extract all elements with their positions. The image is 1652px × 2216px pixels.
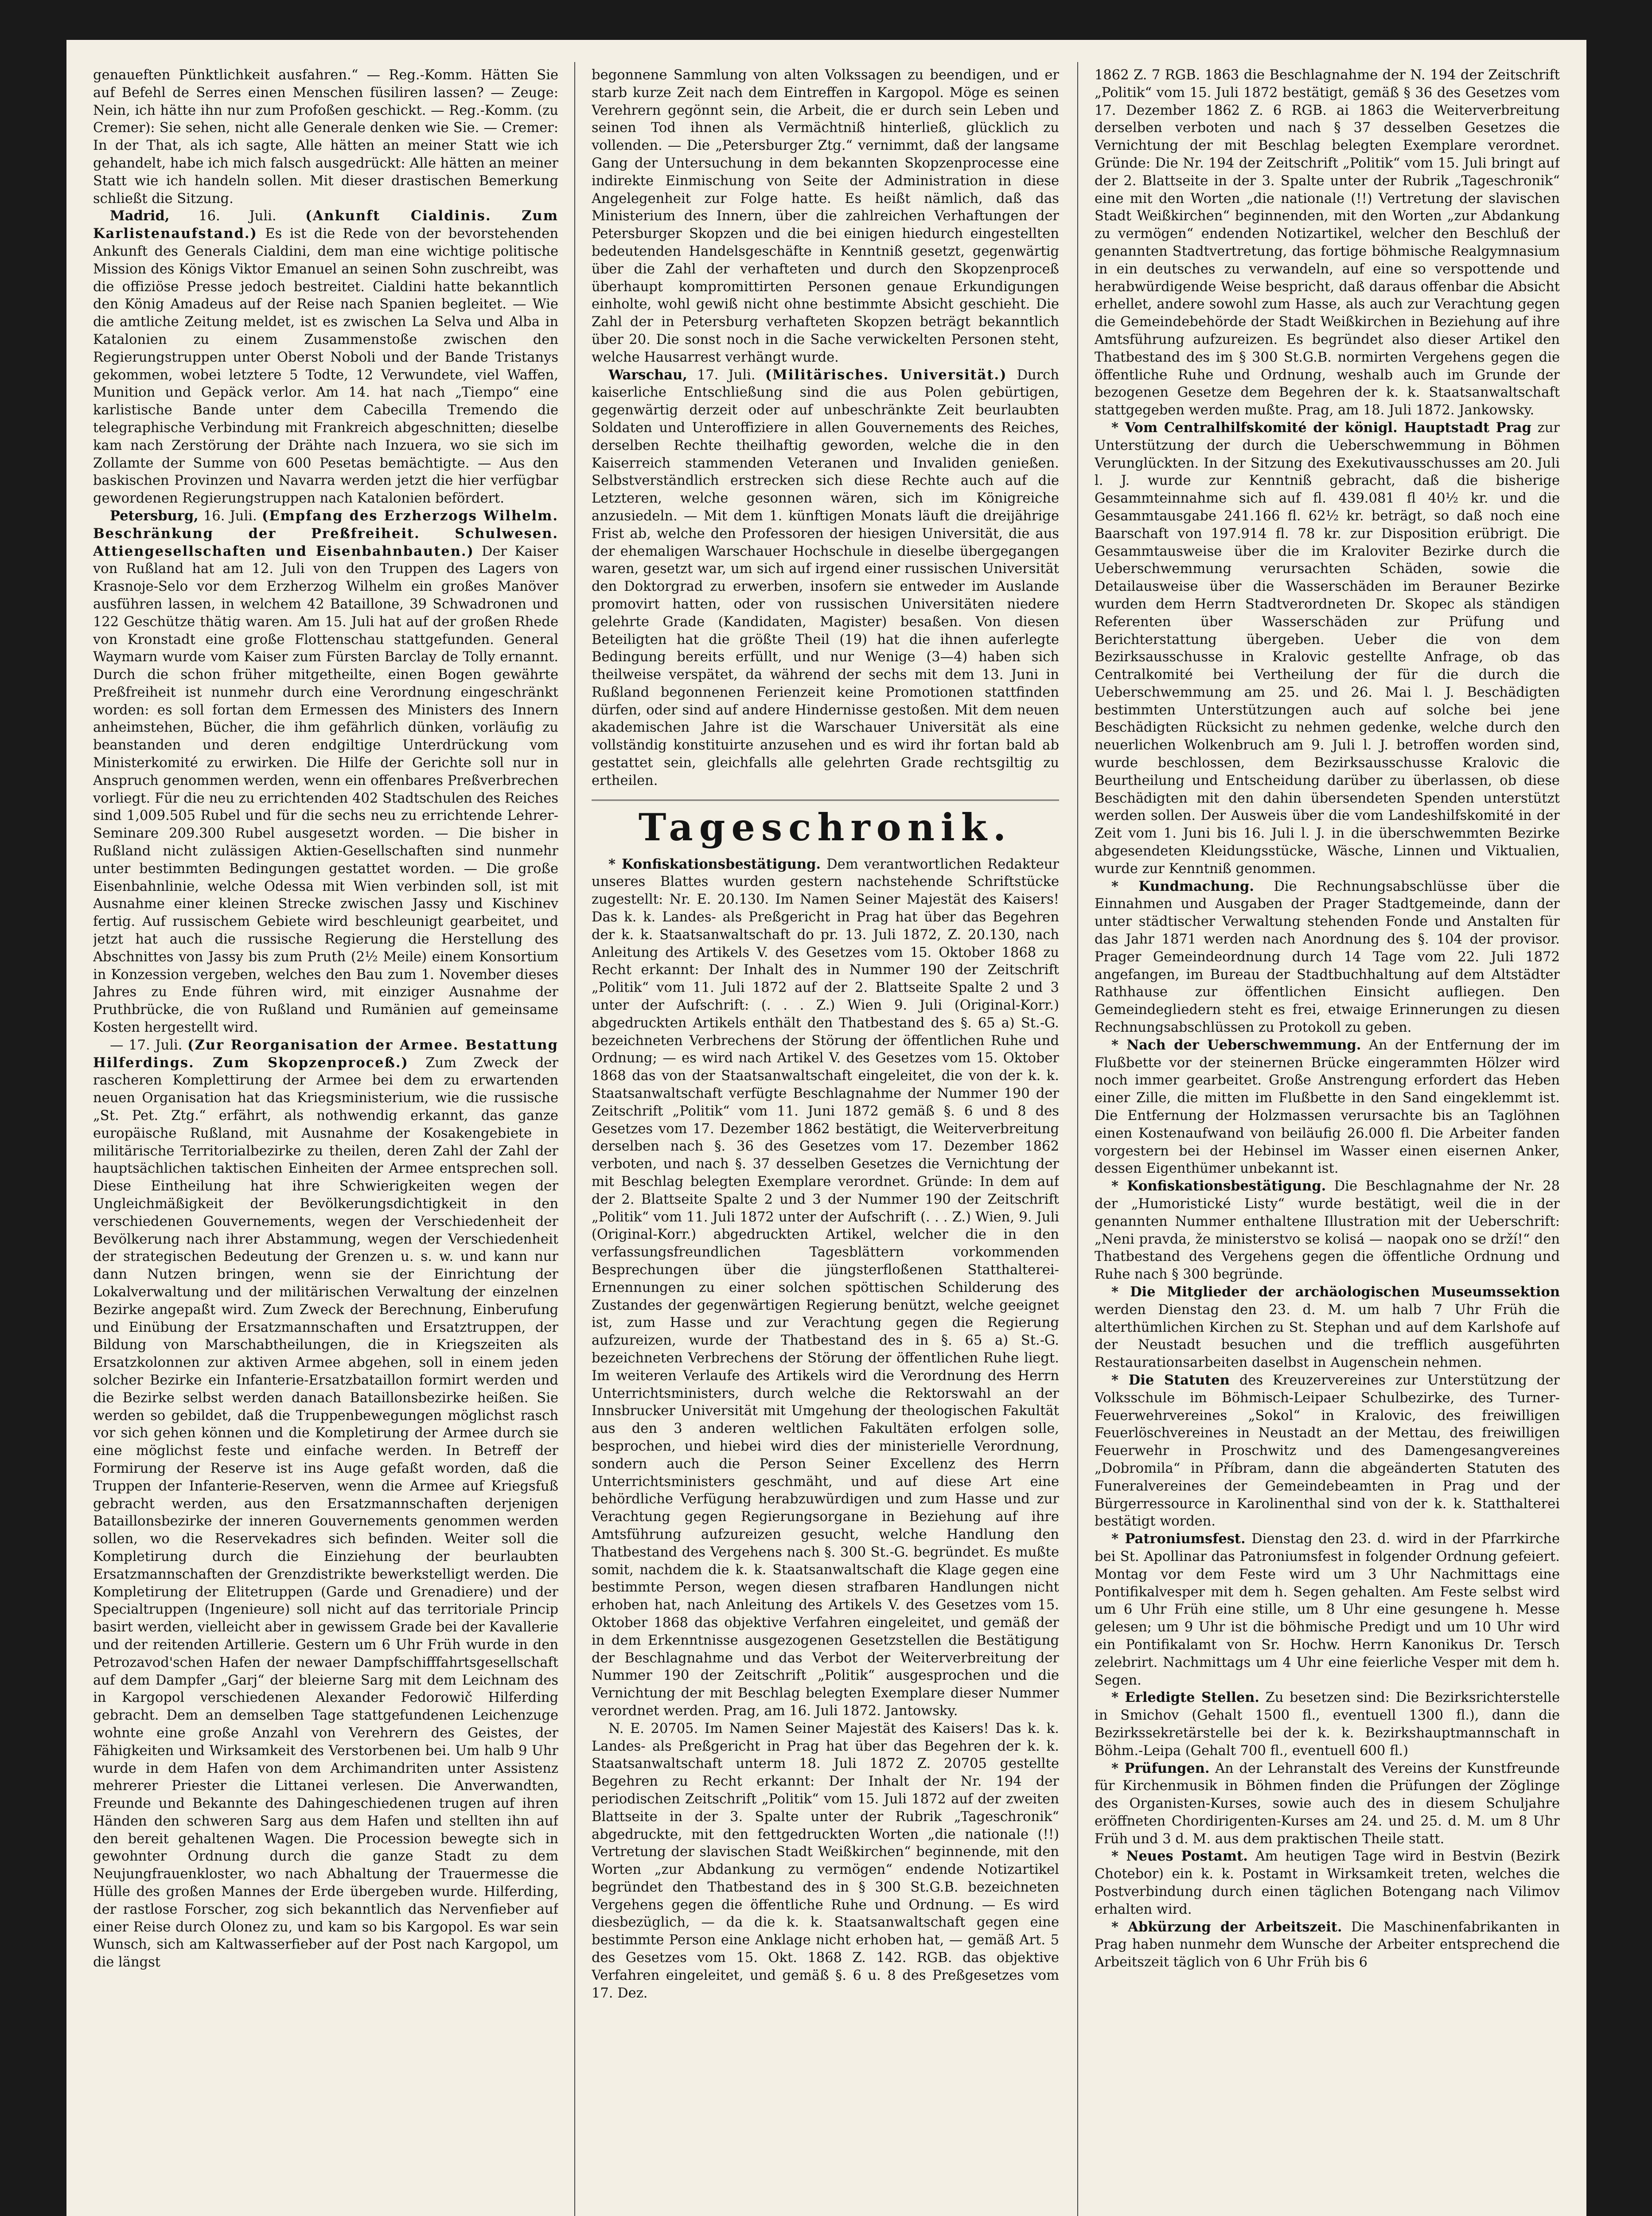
notice-postamt <box>1095 1848 1560 1918</box>
notice-pruefungen <box>1095 1760 1560 1848</box>
notice-konfiskation-3 <box>1095 1178 1560 1284</box>
notice-body: zur Unterstützung der durch die Ueberschwemmung in Böhmen Verunglückten. In der Sitzung des Exekutivausschusses am 20. Juli l. J. wurde zur Kenntniß gebracht, daß die bisherige Gesammteinnahme sich auf fl. 439.081 fl 40½ kr. und die Gesammtausgabe 241.166 fl. 62½ kr. beträgt, so daß noch eine Baarschaft von 197.914 fl. 78 kr. zur Disposition erübrigt. Die Gesammtausweise über die im Kraloviter Bezirke durch die Ueberschwemmung verursachten Schäden, sowie die Detailausweise über die Wasserschäden im Berauner Bezirke wurden dem Herrn Stadtverordneten Dr. Skopec als ständigen Referenten über Wasserschäden zur Prüfung und Berichterstattung übergeben. Ueber die von dem Bezirksausschusse in Kralovic gestellte Anfrage, ob das Centralkomité bei Vertheilung der für die durch die Ueberschwemmung am 25. und 26. Mai l. J. Beschädigten bestimmten Unterstützungen auch auf solche bei jene Beschädigten Rücksicht zu nehmen gedenke, welche durch den neuerlichen Wolkenbruch am 9. Juli l. J. betroffen worden sind, wurde beschlossen, dem Bezirksausschusse Kralovic die Beurtheilung und Entscheidung darüber zu überlassen, ob diese Beschädigten mit den dahin übersendeten Spenden unterstützt werden sollen. Der Ausweis über die vom Landeshilfskomité in der Zeit vom 1. Juni bis 16. Juli l. J. in die überschwemmten Bezirke abgesendeten Kleidungsstücke, Wäsche, Linnen und Viktualien, wurde zur Kenntniß genommen. <box>1095 420 1560 877</box>
notice-heading: * Neues Postamt. <box>1111 1848 1248 1865</box>
column-1 <box>93 66 558 2216</box>
dateline-place: Petersburg, <box>110 507 199 524</box>
article-body: Der Kaiser von Rußland hat am 12. Juli von den Truppen des Lagers von Krasnoje-Selo vor dem Erzherzog Wilhelm ein großes Manöver ausführen lassen, in welchem 42 Bataillone, 39 Schwadronen und 122 Geschütze thätig waren. Am 15. Juli hat auf der großen Rhede von Kronstadt eine große Flottenschau stattgefunden. General Waymarn wurde vom Kaiser zum Fürsten Barclay de Tolly ernannt. Durch die schon früher mitgetheilte, einen Bogen gewährte Preßfreiheit ist nunmehr durch eine Verordnung eingeschränkt worden: es soll fortan dem Ermessen des Ministers des Innern anheimstehen, Bücher, die ihm gefährlich dünken, vorläufig zu beanstanden und deren endgiltige Unterdrückung vom Ministerkomité zu erwirken. Die Hilfe der Gerichte soll nur in Anspruch genommen werden, wenn ein offenbares Preßverbrechen vorliegt. Für die neu zu errichtenden 402 Stadtschulen des Reiches sind 1,009.505 Rubel und für die sechs neu zu errichtende Lehrer-Seminare 209.300 Rubel ausgesetzt worden. — Die bisher in Rußland nicht zulässigen Aktien-Gesellschaften sind nunmehr unter bestimmten Bedingungen gestattet worden. — Die große Eisenbahnlinie, welche Odessa mit Wien verbinden soll, ist mit Ausnahme einer kleinen Strecke zwischen Jassy und Kischinev fertig. Auf russischem Gebiete wird beschleunigt gearbeitet, und jetzt hat auch die russische Regierung die Herstellung des Abschnittes von Jassy bis zum Pruth (2½ Meile) einem Konsortium in Konzession vergeben, welches den Bau zum 1. November dieses Jahres zu Ende führen wird, mit einziger Ausnahme der Pruthbrücke, die von Rußland und Rumänien auf gemeinsame Kosten hergestellt wird. <box>93 543 558 1036</box>
dateline-date: — 17. Juli. <box>110 1037 183 1053</box>
notice-arbeitszeit <box>1095 1919 1560 1971</box>
notice-heading: * Patroniumsfest. <box>1111 1531 1246 1547</box>
notice-body: An der Entfernung der im Flußbette vor der steinernen Brücke eingerammten Hölzer wird noch immer gearbeitet. Große Anstrengung erfordert das Heben einer Zille, die mitten im Flußbette in den Sand eingeklemmt ist. Die Entfernung der Holzmassen verursachte bis an Taglöhnen einen Kostenaufwand von beiläufig 26.000 fl. Die Arbeiter fanden vorgestern bei der Hebinsel im Wasser einen eisernen Anker, dessen Eigenthümer unbekannt ist. <box>1095 1037 1560 1177</box>
notice-heading: * Nach der Ueberschwemmung. <box>1111 1037 1361 1053</box>
notice-heading: * Kundmachung. <box>1111 878 1254 894</box>
column-rule <box>1077 62 1078 2216</box>
article-petersburg-17 <box>93 1037 558 1971</box>
column-3 <box>1095 66 1560 2216</box>
notice-body: Die Beschlagnahme der Nr. 28 der „Humoristické Listy“ wurde bestätigt, weil die in der genannten Nummer enthaltene Illustration mit der Ueberschrift: „Neni pravda, že ministerstvo se kolisá — naopak ono se drží!“ den Thatbestand des Vergehens gegen die öffentliche Ordnung und Ruhe nach § 300 begründe. <box>1095 1178 1560 1283</box>
notice-centralhilfskomite <box>1095 419 1560 878</box>
dateline-place: Warschau, <box>608 367 687 383</box>
notice-patroniumsfest <box>1095 1530 1560 1689</box>
notice-statuten <box>1095 1372 1560 1530</box>
dateline-date: 16. Juli. <box>203 508 257 524</box>
column-2 <box>592 66 1059 2216</box>
notice-body: Zu besetzen sind: Die Bezirksrichterstelle in Smichov (Gehalt 1500 fl., eventuell 1300 fl.), dann die Bezirkssekretärstelle bei der k. k. Bezirkshauptmannschaft in Böhm.-Leipa (Gehalt 700 fl., eventuell 600 fl.) <box>1095 1690 1560 1759</box>
article-warschau <box>592 367 1059 790</box>
article-continuation: begonnene Sammlung von alten Volkssagen zu beendigen, und er starb kurze Zeit nach dem Eintreffen in Kargopol. Möge es seinen Verehrern gegönnt sein, die Arbeit, die er durch sein Leben und seinen Tod ihnen als Vermächtniß hinterließ, glücklich zu vollenden. — Die „Petersburger Ztg.“ vernimmt, daß der langsame Gang der Untersuchung in dem bekannten Skopzenprocesse eine indirekte Einmischung von Seite der Administration in diese Angelegenheit zur Folge hatte. Es heißt nämlich, daß das Ministerium des Innern, über die zahlreichen Verhaftungen der Petersburger Skopzen und die bei einigen hiedurch eingestellten bedeutenden Handelsgeschäfte in Kenntniß gesetzt, gegenwärtig über die Zahl der verhafteten und durch den Skopzenproceß überhaupt kompromittirten Personen genaue Erkundigungen einholte, wohl gewiß nicht ohne bestimmte Absicht geschieht. Die Zahl der in Petersburg verhafteten Skopzen beträgt bekanntlich über 20. Die sonst noch in die Sache verwickelten Personen steht, welche Hausarrest verhängt wurde. <box>592 67 1059 365</box>
notice-konfiskation-1 <box>592 856 1059 1720</box>
notice-ueberschwemmung <box>1095 1037 1560 1178</box>
article-topic: (Militärisches. Universität.) <box>765 367 1007 383</box>
notice-erledigte-stellen <box>1095 1689 1560 1760</box>
column-rule <box>574 62 575 2216</box>
notice-body: An der Lehranstalt des Vereins der Kunstfreunde für Kirchenmusik in Böhmen finden die Prüfungen der Zöglinge des Organisten-Kurses, sowie auch des in diesem Schuljahre eröffneten Chordirigenten-Kurses am 24. und 25. d. M. um 8 Uhr Früh und 3 d. M. aus dem praktischen Theile statt. <box>1095 1760 1560 1847</box>
notice-body: Am heutigen Tage wird in Bestvin (Bezirk Chotebor) ein k. k. Postamt in Wirksamkeit treten, welches die Postverbindung durch einen täglichen Botengang nach Vilimov erhalten wird. <box>1095 1849 1560 1917</box>
notice-heading: * Prüfungen. <box>1111 1760 1210 1776</box>
article-body: Durch kaiserliche Entschließung sind die aus Polen gebürtigen, gegenwärtig derzeit oder auf unbeschränkte Zeit beurlaubten Soldaten und Unteroffiziere in allen Gouvernements des Reiches, derselben Rechte theilhaftig geworden, welche die in den Kaiserreich stammenden Veteranen und Invaliden genießen. Selbstverständlich erstrecken sich diese Rechte auch auf die Letzteren, welche gesonnen wären, sich im Königreiche anzusiedeln. — Mit dem 1. künftigen Monats läuft die dreijährige Frist ab, welche den Professoren der hiesigen Universität, die aus der ehemaligen Warschauer Hochschule in dieselbe übergegangen waren, gesetzt war, um sich auf irgend einer russischen Universität den Doktorgrad zu erwerben, insofern sie entweder im Auslande promovirt hatten, oder von russischen Universitäten niedere gelehrte Grade (Kandidaten, Magister) besaßen. Von diesen Beteiligten hat die größte Theil (19) hat die ihnen auferlegte Bedingung bereits erfüllt, und nur Wenige (3—4) haben sich theilweise verspätet, da während der sechs mit dem 13. Juni in Rußland begonnenen Ferienzeit keine Promotionen stattfinden dürfen, oder sind auf andere Hindernisse gestoßen. Mit dem neuen akademischen Jahre ist die Warschauer Universität als eine vollständig konstituirte anzusehen und es wird ihr fortan bald ab gestattet sein, gleichfalls alle gelehrten Grade rechtsgiltig zu ertheilen. <box>592 367 1059 788</box>
notice-body: Die Rechnungsabschlüsse über die Einnahmen und Ausgaben der Prager Stadtgemeinde, dann der unter städtischer Verwaltung stehenden Fonde und Anstalten für das Jahr 1871 werden nach Anordnung des §. 104 der provisor. Prager Gemeindeordnung durch 14 Tage vom 22. Juli 1872 angefangen, im Bureau der Stadtbuchhaltung auf dem Altstädter Rathhause zur öffentlichen Einsicht aufliegen. Den Gemeindegliedern steht es frei, etwaige Erinnerungen zu diesen Rechnungsabschlüssen zu Protokoll zu geben. <box>1095 878 1560 1036</box>
section-title: Tageschronik. <box>638 805 1013 849</box>
notice-body: Die Maschinenfabrikanten in Prag haben nunmehr dem Wunsche der Arbeiter entsprechend die Arbeitszeit täglich von 6 Uhr Früh bis 6 <box>1095 1919 1560 1970</box>
notice-body: werden Dienstag den 23. d. M. um halb 7 Uhr Früh die alterthümlichen Kirchen zu St. Stephan und auf dem Karlshofe auf der Neustadt besuchen und die trefflich ausgeführten Restaurationsarbeiten daselbst in Augenschein nehmen. <box>1095 1302 1560 1371</box>
article-madrid <box>93 207 558 507</box>
section-divider <box>592 800 1059 801</box>
article-topic: (Ankunft Cialdinis. Zum Karlistenaufstand.) <box>93 208 558 242</box>
dateline-date: 16. Juli. <box>199 208 277 224</box>
notice-heading: * Konfiskationsbestätigung. <box>1111 1178 1326 1194</box>
article-topic: (Zur Reorganisation der Armee. Bestattung Hilferdings. Zum Skopzenproceß.) <box>93 1037 558 1071</box>
article-body: Zum Zweck der rascheren Komplettirung der Armee bei dem zu erwartenden neuen Organisation hat das Kriegsministerium, wie die russische „St. Pet. Ztg.“ erfährt, als nothwendig erkannt, das ganze europäische Rußland, mit Ausnahme der Kosakengebiete in militärische Territorialbezirke zu theilen, deren Zahl der Zahl der hauptsächlichen taktischen Einheiten der Armee entsprechen soll. Diese Eintheilung hat ihre Schwierigkeiten wegen der Ungleichmäßigkeit der Bevölkerungsdichtigkeit in den verschiedenen Gouvernements, wegen der Verschiedenheit der Bevölkerung nach ihrer Abstammung, wegen der Verschiedenheit der strategischen Bedeutung der Grenzen u. s. w. und kann nur dann Nutzen bringen, wenn sie der Einrichtung der Lokalverwaltung und der militärischen Verwaltung der einzelnen Bezirke angepaßt wird. Zum Zweck der Berechnung, Einberufung und Einübung der Ersatzmannschaften und Ersatztruppen, der Bildung von Marschabtheilungen, die in Kriegszeiten als Ersatzkolonnen zur aktiven Armee abgehen, soll in einem jeden solcher Bezirke ein Infanterie-Ersatzbataillon formirt werden und die Bezirke selbst werden danach Bataillonsbezirke heißen. Sie werden so gebildet, daß die Truppenbewegungen möglichst rasch vor sich gehen können und die Kompletirung der Armee durch sie eine möglichst feste und einfache werden. In Betreff der Formirung der Reserve ist ins Auge gefaßt worden, daß die Truppen der Infanterie-Reserven, wenn die Armee auf Kriegsfuß gebracht werden, aus den Ersatzmannschaften derjenigen Bataillonsbezirke der inneren Gouvernements genommen werden sollen, wo die Reservekadres sich befinden. Weiter soll die Kompletirung durch die Einziehung der beurlaubten Ersatzmannschaften der Grenzdistrikte bewerkstelligt werden. Die Kompletirung der Elitetruppen (Garde und Grenadiere) und der Specialtruppen (Ingenieure) soll nicht auf das territoriale Princip basirt werden, vielleicht aber in gewissem Grade bei der Kavallerie und der reitenden Artillerie. Gestern um 6 Uhr Früh wurde in den Petrozavod'schen Hafen der newaer Dampfschifffahrtsgesellschaft auf dem Dampfer „Garj“ der bleierne Sarg mit dem Leichnam des in Kargopol verschiedenen Alexander Fedorowič Hilferding gebracht. Dem an demselben Tage stattgefundenen Leichenzuge wohnte eine große Anzahl von Verehrern des Geistes, der Fähigkeiten und Wirksamkeit des Verstorbenen bei. Um halb 9 Uhr wurde in dem Hafen von dem Archimandriten unter Assistenz mehrerer Priester die Littanei verlesen. Die Anverwandten, Freunde und Bekannte des Dahingeschiedenen trugen auf ihren Händen den schweren Sarg aus dem Hafen und stellten ihn auf den bereit gehaltenen Wagen. Die Procession bewegte sich in gewohnter Ordnung durch die ganze Stadt zu dem Neujungfrauenkloster, wo nach Abhaltung der Trauermesse die Hülle des großen Mannes der Erde übergeben wurde. Hilferding, der rastlose Forscher, zog sich bekanntlich das Nervenfieber auf einer Reise durch Olonez zu, und kam so bis Kargopol. Es war sein Wunsch, sich am Kaltwasserfieber auf der Post nach Kargopol, um die längst <box>93 1055 558 1970</box>
article-continuation: genaueften Pünktlichkeit ausfahren.“ — Reg.-Komm. Hätten Sie auf Befehl de Serres einen Menschen füsiliren lassen? — Zeuge: Nein, ich hätte ihn nur zum Profoßen geschickt. — Reg.-Komm. (zu Cremer): Sie sehen, nicht alle Generale denken wie Sie. — Cremer: In der That, als ich sagte, Alle hätten an meiner Statt wie ich gehandelt, habe ich mich falsch ausgedrückt: Alle hätten an meiner Statt wie ich handeln sollen. Mit dieser drastischen Bemerkung schließt die Sitzung. <box>93 67 558 207</box>
notice-heading: * Die Mitglieder der archäologischen Museumssektion <box>1111 1284 1560 1300</box>
article-continuation: 1862 Z. 7 RGB. 1863 die Beschlagnahme der N. 194 der Zeitschrift „Politik“ vom 15. Juli 1872 bestätigt, gemäß § 36 des Gesetzes vom 17. Dezember 1862 Z. 6 RGB. ai 1863 die Weiterverbreitung derselben verboten und nach § 37 desselben Gesetzes die Vernichtung der mit Beschlag belegten Exemplare verordnet. Gründe: Die Nr. 194 der Zeitschrift „Politik“ vom 15. Juli bringt auf der 2. Blattseite in der 3. Spalte unter der Rubrik „Tageschronik“ eine mit den Worten „die nationale (!!) Vertretung der slavischen Stadt Weißkirchen“ beginnenden, mit den Worten „zur Abdankung zu vermögen“ endenden Notizartikel, welcher den Beschluß der genannten Stadtvertretung, das fortige böhmische Realgymnasium in ein deutsches zu verwandeln, auf eine so verspottende und herabwürdigende Weise bespricht, daß daraus offenbar die Absicht erhellet, andere sowohl zum Hasse, als auch zur Verachtung gegen die Gemeindebehörde der Stadt Weißkirchen in Beziehung auf ihre Amtsführung aufzureizen. Es begründet also dieser Artikel den Thatbestand des im § 300 St.G.B. normirten Vergehens gegen die öffentliche Ruhe und Ordnung, weshalb auch im Grunde der bezogenen Gesetze dem Begehren der k. k. Staatsanwaltschaft stattgegeben werden mußte. Prag, am 18. Juli 1872. Jankowsky. <box>1095 67 1560 418</box>
dateline-place: Madrid, <box>110 208 170 224</box>
notice-museumssektion <box>1095 1284 1560 1372</box>
notice-konfiskation-2: N. E. 20705. Im Namen Seiner Majestät des Kaisers! Das k. k. Landes- als Preßgericht in Prag hat über das Begehren der k. k. Staatsanwaltschaft unterm 18. Juli 1872 Z. 20705 gestellte Begehren zu Recht erkannt: Der Inhalt der Nr. 194 der periodischen Zeitschrift „Politik“ vom 15. Juli 1872 auf der zweiten Blattseite in der 3. Spalte unter der Rubrik „Tageschronik“ abgedruckte, mit den fettgedruckten Worten „die nationale (!!) Vertretung der slavischen Stadt Weißkirchen“ beginnende, mit den Worten „zur Abdankung zu vermögen“ endende Notizartikel begründet den Thatbestand des in § 300 St.G.B. bezeichneten Vergehens gegen die öffentliche Ruhe und Ordnung. — Es wird diesbezüglich, — da die k. k. Staatsanwaltschaft gegen eine bestimmte Person eine Anklage nicht erhoben hat, — gemäß Art. 5 des Gesetzes vom 15. Okt. 1868 Z. 142. RGB. das objektive Verfahren eingeleitet, und gemäß §. 6 u. 8 des Preßgesetzes vom 17. Dez. <box>592 1721 1059 2001</box>
article-topic: (Empfang des Erzherzogs Wilhelm. Beschränkung der Preßfreiheit. Schulwesen. Attiengesellschaften und Eisenbahnbauten.) <box>93 507 558 559</box>
notice-kundmachung <box>1095 878 1560 1037</box>
notice-heading: * Vom Centralhilfskomité der königl. Hauptstadt Prag <box>1111 419 1531 436</box>
article-body: Es ist die Rede von der bevorstehenden Ankunft des Generals Cialdini, dem man eine wichtige politische Mission des Königs Viktor Emanuel an seinen Sohn zuschreibt, was die offiziöse Presse jedoch bestreitet. Cialdini hatte bekanntlich den König Amadeus auf der Reise nach Spanien begleitet. — Wie die amtliche Zeitung meldet, ist es zwischen La Selva und Alba in Katalonien zu einem Zusammenstoße zwischen den Regierungstruppen unter Oberst Noboli und der Bande Tristanys gekommen, wobei letztere 5 Todte, 12 Verwundete, viel Waffen, Munition und Gepäck verlor. Am 14. hat nach „Tiempo“ eine karlistische Bande unter dem Cabecilla Tremendo die telegraphische Verbindung mit Frankreich abgeschnitten; dieselbe kam nach Zerstörung der Drähte nach Inzuera, wo sie sich im Zollamte der Summe von 600 Pesetas bemächtigte. — Aus den baskischen Provinzen und Navarra werden jetzt die hier verfügbar gewordenen Regierungstruppen nach Katalonien befördert. <box>93 226 558 507</box>
notice-body: des Kreuzervereines zur Unterstützung der Volksschule im Böhmisch-Leipaer Schulbezirke, des Turner-Feuerwehrvereines „Sokol“ in Kralovic, des freiwilligen Feuerlöschvereines in Neustadt an der Mettau, des freiwilligen Feuerwehr in Proschwitz und des Damengesangvereines „Dobromila“ in Příbram, dann die abgeänderten Statuten des Funeralvereines der Gemeindebeamten in Prag und der Bürgerressource in Karolinenthal sind von der k. k. Statthalterei bestätigt worden. <box>1095 1372 1560 1529</box>
newspaper-page <box>66 40 1586 2216</box>
notice-heading: * Konfiskationsbestätigung. <box>608 856 821 872</box>
notice-heading: * Erledigte Stellen. <box>1111 1689 1260 1706</box>
notice-heading: * Die Statuten <box>1111 1372 1230 1388</box>
notice-body: Dem verantwortlichen Redakteur unseres Blattes wurden gestern nachstehende Schriftstücke zugestellt: Nr. E. 20.130. Im Namen Seiner Majestät des Kaisers! Das k. k. Landes- als Preßgericht in Prag hat über das Begehren der k. k. Staatsanwaltschaft do pr. 13. Juli 1872, Z. 20.130, nach Anleitung des Artikels V. des Gesetzes vom 15. Oktober 1868 zu Recht erkannt: Der Inhalt des in Nummer 190 der Zeitschrift „Politik“ vom 11. Juli 1872 auf der 2. Blattseite Spalte 2 und 3 unter der Aufschrift: (. . . Z.) Wien 9. Juli (Original-Korr.) abgedruckten Artikels enthält den Thatbestand des §. 65 a) St.-G. bezeichneten Verbrechens der Störung der öffentlichen Ruhe und Ordnung; — es wird nach Artikel V. des Gesetzes vom 15. Oktober 1868 das von der Staatsanwaltschaft eingeleitet, die von der k. k. Staatsanwaltschaft verfügte Beschlagnahme der Nummer 190 der Zeitschrift „Politik“ vom 11. Juni 1872 gemäß §. 6 und 8 des Gesetzes vom 17. Dezember 1862 bestätigt, die Weiterverbreitung derselben nach §. 36 des Gesetzes vom 17. Dezember 1862 verboten, und nach §. 37 desselben Gesetzes die Vernichtung der mit Beschlag belegten Exemplare verordnet. Gründe: In dem auf der 2. Blattseite Spalte 2 und 3 der Nummer 190 der Zeitschrift „Politik“ vom 11. Juli 1872 unter der Aufschrift (. . . Z.) Wien, 9. Juli (Original-Korr.) abgedruckten Artikel, welcher die in den verfassungsfreundlichen Tagesblättern vorkommenden Besprechungen über die jüngsterfloßenen Statthalterei-Ernennungen zu einer solchen spöttischen Schilderung des Zustandes der gegenwärtigen Regierung benützt, welche geeignet ist, zum Hasse und zur Verachtung gegen die Regierung aufzureizen, wurde der Thatbestand des in §. 65 a) St.-G. bezeichneten Verbrechens der Störung der öffentlichen Ruhe liegt. Im weiteren Verlaufe des Artikels wird die Verordnung des Herrn Unterrichtsministers, durch welche die Rektorswahl an der Innsbrucker Universität mit Umgehung der theologischen Fakultät aus den 3 anderen weltlichen Fakultäten erfolgen solle, besprochen, und hiebei wird dies der ministerielle Verordnung, sondern auch die Person Seiner Excellenz des Herrn Unterrichtsministers geschmäht, und auf diese Art eine behördliche Verfügung herabzuwürdigen und zum Hasse und zur Verachtung gegen Regierungsorgane in Beziehung auf ihre Amtsführung aufzureizen gesucht, welche Handlung den Thatbestand des Vergehens nach §. 300 St.-G. begründet. Es mußte somit, nachdem die k. k. Staatsanwaltschaft die Klage gegen eine bestimmte Person, wegen diesen strafbaren Handlungen nicht erhoben hat, nach Anleitung des Artikels V. des Gesetzes vom 15. Oktober 1868 das objektive Verfahren eingeleitet, und gemäß der in dem Erkenntnisse ausgezogenen Gesetzstellen die Bestätigung der Beschlagnahme und das Verbot der Weiterverbreitung der Nummer 190 der Zeitschrift „Politik“ ausgesprochen und die Vernichtung der mit Beschlag belegten Exemplare dieser Nummer verordnet werden. Prag, am 16. Juli 1872. Jantowsky. <box>592 856 1059 1719</box>
notice-heading: * Abkürzung der Arbeitszeit. <box>1111 1919 1342 1935</box>
dateline-date: 17. Juli. <box>697 367 756 383</box>
article-petersburg <box>93 507 558 1037</box>
notice-body: Dienstag den 23. d. wird in der Pfarrkirche bei St. Apollinar das Patroniumsfest in folgender Ordnung gefeiert. Montag vor dem Feste wird um 3 Uhr Nachmittags eine Pontifikalvesper mit dem h. Segen gehalten. Am Feste selbst wird um 6 Uhr Früh eine stille, um 8 Uhr eine gesungene h. Messe gelesen; um 9 Uhr ist die böhmische Predigt und um 10 Uhr wird ein Pontifikalamt von Sr. Hochw. Herrn Kanonikus Dr. Tersch zelebrirt. Nachmittags um 4 Uhr eine feierliche Vesper mit dem h. Segen. <box>1095 1531 1560 1688</box>
